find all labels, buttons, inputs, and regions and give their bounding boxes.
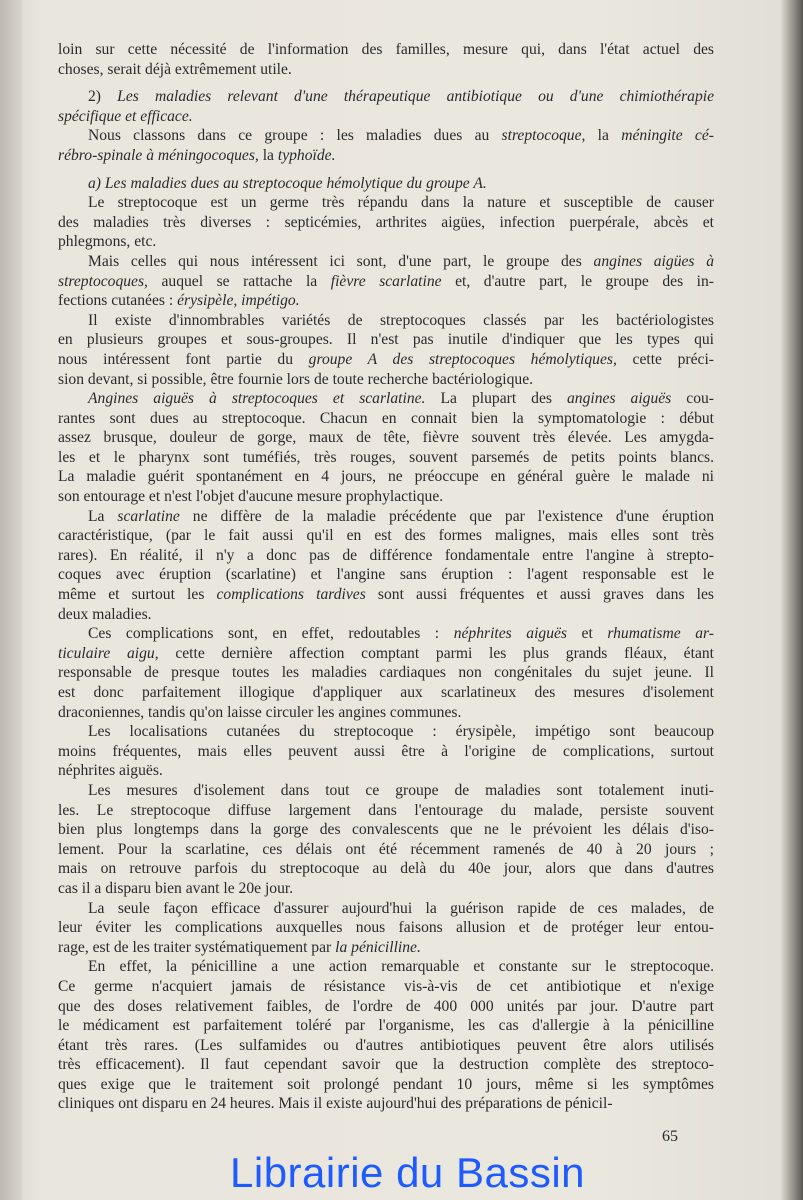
text-segment: son entourage et n'est l'objet d'aucune mesure prophylactique. xyxy=(58,488,444,506)
italic-text: néphrites aiguës xyxy=(453,625,567,643)
text-line xyxy=(58,859,714,879)
text-segment: cette préci- xyxy=(616,350,714,368)
text-segment: deux maladies. xyxy=(58,605,152,623)
text-segment: cou- xyxy=(671,390,715,408)
text-segment: Ces complications sont, en effet, redoutables : xyxy=(88,625,454,643)
text-segment: Mais celles qui nous intéressent ici sont, d'une part, le groupe des xyxy=(88,252,594,270)
text-segment: néphrites aiguës. xyxy=(58,762,163,780)
italic-text: a) Les maladies dues au streptocoque hémolytique du groupe A. xyxy=(88,174,487,192)
text-segment: La maladie guérit spontanément en 4 jours, ne préoccupe en général guère le malade ni xyxy=(58,468,714,486)
paragraph xyxy=(58,87,714,126)
paragraph xyxy=(58,311,714,389)
text-line xyxy=(58,272,714,292)
text-line xyxy=(58,703,714,723)
adjacent-page-edge xyxy=(0,0,22,1200)
paragraph xyxy=(58,722,714,781)
paragraph xyxy=(58,624,714,722)
text-segment: phlegmons, etc. xyxy=(58,233,157,251)
text-line xyxy=(58,487,714,507)
text-segment: cas il a disparu bien avant le 20e jour. xyxy=(58,879,294,897)
italic-text: fièvre scarlatine xyxy=(330,272,442,290)
text-line xyxy=(58,448,714,468)
italic-text: spécifique et efficace. xyxy=(58,107,193,125)
text-segment: Le streptocoque est un germe très répandu dans la nature et susceptible de causer xyxy=(88,194,714,212)
text-line xyxy=(58,330,714,350)
text-segment: loin sur cette nécessité de l'information des familles, mesure qui, dans l'état actuel des xyxy=(58,41,714,58)
text-segment: rares). En réalité, il n'y a donc pas de différence fondamentale entre l'angine à strepto- xyxy=(58,546,714,564)
text-line xyxy=(58,879,714,899)
text-segment: la xyxy=(258,146,278,164)
text-line xyxy=(58,565,714,585)
italic-text: rhumatisme ar- xyxy=(607,625,714,643)
text-line xyxy=(58,174,714,194)
text-segment: En effet, la pénicilline a une action remarquable et constante sur le streptocoque. xyxy=(88,958,714,976)
text-segment: que des doses relativement faibles, de l'ordre de 400 000 unités par jour. D'autre part xyxy=(58,997,714,1015)
italic-text: angines aigües à xyxy=(593,252,714,270)
paragraph xyxy=(58,252,714,311)
text-segment: responsable de presque toutes les maladies cardiaques non congénitales du sujet jeune. Il xyxy=(58,664,714,682)
text-line xyxy=(58,526,714,546)
text-line xyxy=(58,1075,714,1095)
text-line xyxy=(58,742,714,762)
italic-text: groupe A des streptocoques hémolytiques, xyxy=(308,350,617,368)
text-line xyxy=(58,1055,714,1075)
text-segment: coques avec éruption (scarlatine) et l'angine sans éruption : l'agent responsable est le xyxy=(58,566,714,584)
text-segment: La xyxy=(88,507,118,525)
text-line xyxy=(58,938,714,958)
text-segment: en plusieurs groupes et sous-groupes. Il n'est pas inutile d'indiquer que les types qui xyxy=(58,331,714,349)
text-line xyxy=(58,311,714,331)
text-line xyxy=(58,409,714,429)
text-line xyxy=(58,107,714,127)
italic-text: érysipèle, impétigo. xyxy=(177,292,300,310)
text-line xyxy=(58,1036,714,1056)
text-line xyxy=(58,146,714,166)
text-line xyxy=(58,585,714,605)
page-number: 65 xyxy=(662,1128,678,1145)
text-segment: la xyxy=(585,127,622,145)
text-segment: rantes sont dues au streptocoque. Chacun en connait bien la symptomatologie : début xyxy=(58,409,714,427)
italic-text: rébro-spinale à méningocoques, xyxy=(58,146,259,164)
text-line xyxy=(58,232,714,252)
text-segment: auquel se rattache la xyxy=(147,272,331,290)
text-line xyxy=(58,252,714,272)
text-segment: assez brusque, douleur de gorge, maux de tête, fièvre souvent très élevée. Les amygda- xyxy=(58,429,714,447)
text-segment: lement. Pour la scarlatine, ces délais ont été récemment ramenés de 40 à 20 jours ; xyxy=(58,840,714,858)
watermark-logo: Librairie du Bassin xyxy=(230,1149,586,1196)
paragraph xyxy=(58,40,714,79)
text-segment: des maladies très diverses : septicémies, arthrites aigües, infection puerpérale, abcès et xyxy=(58,213,714,231)
italic-text: la pénicilline. xyxy=(335,938,421,956)
text-line xyxy=(58,899,714,919)
text-segment: bien plus longtemps dans la gorge des convalescents que ne le prévoient les délais d'iso- xyxy=(58,821,714,839)
text-line xyxy=(58,605,714,625)
text-line xyxy=(58,683,714,703)
text-line xyxy=(58,722,714,742)
text-line xyxy=(58,60,714,80)
text-line xyxy=(58,918,714,938)
text-line xyxy=(58,213,714,233)
paragraph xyxy=(58,126,714,165)
paragraph xyxy=(58,507,714,625)
text-line xyxy=(58,977,714,997)
text-line xyxy=(58,820,714,840)
text-segment: Les localisations cutanées du streptocoque : érysipèle, impétigo sont beaucoup xyxy=(88,723,714,741)
italic-text: Angines aiguës à streptocoques et scarlatine. xyxy=(88,390,426,408)
text-segment: choses, serait déjà extrêmement utile. xyxy=(58,60,292,78)
text-line xyxy=(58,126,714,146)
text-line xyxy=(58,40,714,60)
text-segment: Nous classons dans ce groupe : les maladies dues au xyxy=(88,127,502,145)
text-segment: étant très rares. (Les sulfamides ou d'autres antibiotiques peuvent être alors utilisés xyxy=(58,1036,714,1054)
italic-text: méningite cé- xyxy=(621,127,714,145)
text-line xyxy=(58,546,714,566)
text-line xyxy=(58,350,714,370)
text-line xyxy=(58,1094,714,1114)
text-segment: cliniques ont disparu en 24 heures. Mais il existe aujourd'hui des préparations de pénicil- xyxy=(58,1095,613,1113)
text-segment: nous intéressent font partie du xyxy=(58,350,309,368)
text-line xyxy=(58,840,714,860)
text-segment: La seule façon efficace d'assurer aujourd'hui la guérison rapide de ces malades, de xyxy=(88,899,714,917)
text-segment: Les mesures d'isolement dans tout ce groupe de maladies sont totalement inuti- xyxy=(88,781,714,799)
text-line xyxy=(58,644,714,664)
text-segment: Il existe d'innombrables variétés de streptocoques classés par les bactériologistes xyxy=(88,311,714,329)
text-segment: et, d'autre part, le groupe des in- xyxy=(441,272,714,290)
text-segment: mais on retrouve parfois du streptocoque au delà du 40e jour, alors que dans d'autres xyxy=(58,860,714,878)
text-line xyxy=(58,291,714,311)
text-segment: ne diffère de la maladie précédente que par l'existence d'une éruption xyxy=(179,507,714,525)
text-line xyxy=(58,997,714,1017)
italic-text: streptocoque, xyxy=(501,127,586,145)
text-segment: est donc parfaitement illogique d'appliquer aux scarlatineux des mesures d'isolement xyxy=(58,684,714,701)
text-segment: les. Le streptocoque diffuse largement dans l'entourage du malade, persiste souvent xyxy=(58,801,714,819)
text-line xyxy=(58,428,714,448)
text-segment: draconiennes, tandis qu'on laisse circuler les angines communes. xyxy=(58,703,462,721)
italic-text: complications tardives xyxy=(216,586,366,604)
text-line xyxy=(58,1016,714,1036)
text-segment: caractéristique, (par le fait aussi qu'il en est des formes malignes, mais elles sont très xyxy=(58,527,714,545)
text-line xyxy=(58,801,714,821)
text-line xyxy=(58,87,714,107)
text-line xyxy=(58,761,714,781)
text-segment: et xyxy=(566,625,608,643)
text-segment: 2) xyxy=(88,88,118,106)
paragraph xyxy=(58,174,714,194)
text-line xyxy=(58,957,714,977)
text-segment: leur éviter les complications auxquelles nous faisons allusion et de protéger leur entou- xyxy=(58,919,714,937)
text-segment: très efficacement). Il faut cependant savoir que la destruction complète des streptoco- xyxy=(58,1056,714,1074)
italic-text: typhoïde. xyxy=(277,146,336,164)
italic-text: scarlatine xyxy=(117,507,180,525)
text-segment: sion devant, si possible, être fournie lors de toute recherche bactériologique. xyxy=(58,370,534,388)
text-line xyxy=(58,507,714,527)
paragraph xyxy=(58,193,714,252)
text-line xyxy=(58,663,714,683)
italic-text: Les maladies relevant d'une thérapeutique antibiotique ou d'une chimiothérapie xyxy=(117,88,714,106)
text-segment: sont aussi fréquentes et aussi graves dans les xyxy=(365,586,714,604)
paragraph xyxy=(58,899,714,958)
page-body-text xyxy=(58,40,714,1114)
text-line xyxy=(58,389,714,409)
text-segment: les et le pharynx sont tuméfiés, très rouges, souvent parsemés de petits points blancs. xyxy=(58,448,714,466)
text-line xyxy=(58,781,714,801)
paragraph xyxy=(58,781,714,899)
text-line xyxy=(58,624,714,644)
paragraph xyxy=(58,389,714,507)
text-segment: fections cutanées : xyxy=(58,292,178,310)
text-line xyxy=(58,193,714,213)
italic-text: streptocoques, xyxy=(58,272,148,290)
italic-text: angines aiguës xyxy=(567,390,672,408)
text-segment: Ce germe n'acquiert jamais de résistance vis-à-vis de cet antibiotique et n'exige xyxy=(58,977,714,995)
paragraph xyxy=(58,957,714,1114)
text-segment: ques exige que le traitement soit prolongé pendant 10 jours, même si les symptômes xyxy=(58,1075,714,1093)
text-segment: même et surtout les xyxy=(58,586,217,604)
text-line xyxy=(58,370,714,390)
text-segment: rage, est de les traiter systématiquement par xyxy=(58,938,336,956)
italic-text: ticulaire aigu, xyxy=(58,644,159,662)
text-segment: moins fréquentes, mais elles peuvent aussi être à l'origine de complications, surtout xyxy=(58,742,714,760)
text-line xyxy=(58,467,714,487)
text-segment: le médicament est parfaitement toléré par l'organisme, les cas d'allergie à la pénicilline xyxy=(58,1017,714,1035)
text-segment: cette dernière affection comptant parmi les plus grands fléaux, étant xyxy=(158,644,714,662)
text-segment: La plupart des xyxy=(425,390,567,408)
